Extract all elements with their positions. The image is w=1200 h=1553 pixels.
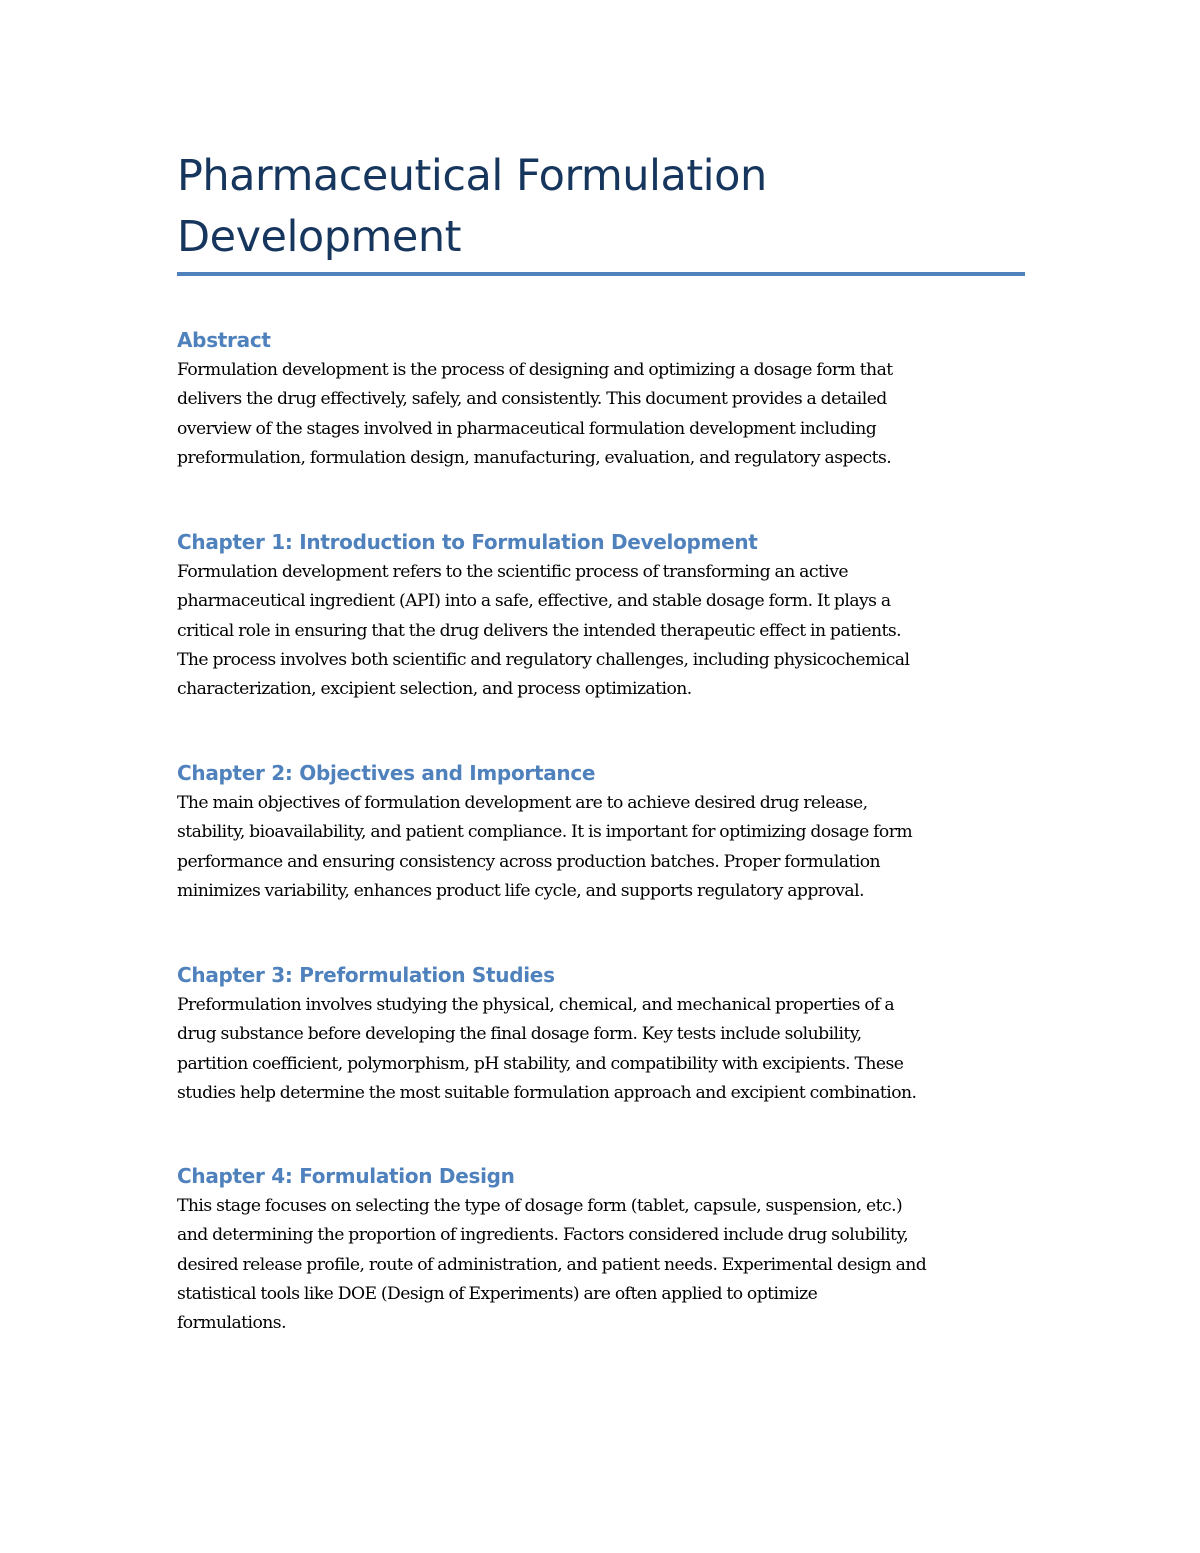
paragraph-line: performance and ensuring consistency across production batches. Proper formulation: [177, 851, 881, 872]
section-chapter-1: [177, 527, 1025, 704]
paragraph-line: drug substance before developing the final dosage form. Key tests include solubility,: [177, 1024, 862, 1045]
paragraph-line: This stage focuses on selecting the type of dosage form (tablet, capsule, suspension, etc.): [177, 1196, 903, 1216]
section-chapter-4: [177, 1161, 1025, 1338]
paragraph-line: Preformulation involves studying the physical, chemical, and mechanical properties of a: [177, 995, 895, 1015]
title-underline-rule: [177, 272, 1025, 276]
paragraph-line: critical role in ensuring that the drug delivers the intended therapeutic effect in patients.: [177, 620, 902, 641]
section-paragraph: [177, 558, 1025, 704]
paragraph-line: The main objectives of formulation development are to achieve desired drug release,: [177, 793, 868, 813]
document-title-line-2: Development: [177, 212, 461, 262]
paragraph-line: minimizes variability, enhances product life cycle, and supports regulatory approval.: [177, 880, 864, 901]
section-chapter-3: [177, 960, 1025, 1108]
section-paragraph: [177, 1192, 1025, 1338]
document-title: [177, 146, 1025, 268]
paragraph-line: The process involves both scientific and regulatory challenges, including physicochemical: [177, 649, 910, 670]
paragraph-line: overview of the stages involved in pharmaceutical formulation development including: [177, 418, 877, 439]
section-heading: Chapter 2: Objectives and Importance: [177, 761, 596, 785]
paragraph-line: delivers the drug effectively, safely, and consistently. This document provides a detailed: [177, 389, 887, 410]
section-chapter-2: [177, 758, 1025, 906]
paragraph-line: preformulation, formulation design, manufacturing, evaluation, and regulatory aspects.: [177, 447, 892, 468]
paragraph-line: characterization, excipient selection, and process optimization.: [177, 679, 692, 700]
section-abstract: [177, 325, 1025, 473]
section-heading: Chapter 3: Preformulation Studies: [177, 963, 555, 987]
paragraph-line: desired release profile, route of administration, and patient needs. Experimental design and: [177, 1254, 927, 1275]
paragraph-line: Formulation development refers to the scientific process of transforming an active: [177, 562, 849, 582]
paragraph-line: partition coefficient, polymorphism, pH stability, and compatibility with excipients. These: [177, 1053, 904, 1074]
section-paragraph: [177, 356, 1025, 473]
section-heading: Abstract: [177, 328, 271, 352]
paragraph-line: Formulation development is the process of designing and optimizing a dosage form that: [177, 360, 893, 380]
paragraph-line: statistical tools like DOE (Design of Experiments) are often applied to optimize: [177, 1283, 818, 1304]
section-heading: Chapter 1: Introduction to Formulation Development: [177, 530, 758, 554]
paragraph-line: stability, bioavailability, and patient compliance. It is important for optimizing dosage form: [177, 822, 913, 843]
section-paragraph: [177, 789, 1025, 906]
section-heading: Chapter 4: Formulation Design: [177, 1164, 515, 1188]
paragraph-line: and determining the proportion of ingredients. Factors considered include drug solubility,: [177, 1225, 909, 1246]
paragraph-line: pharmaceutical ingredient (API) into a safe, effective, and stable dosage form. It plays a: [177, 591, 891, 612]
section-paragraph: [177, 991, 1025, 1108]
paragraph-line: formulations.: [177, 1313, 286, 1334]
document-page: [177, 0, 1025, 1553]
document-title-line-1: Pharmaceutical Formulation: [177, 151, 767, 201]
paragraph-line: studies help determine the most suitable formulation approach and excipient combination.: [177, 1082, 917, 1103]
